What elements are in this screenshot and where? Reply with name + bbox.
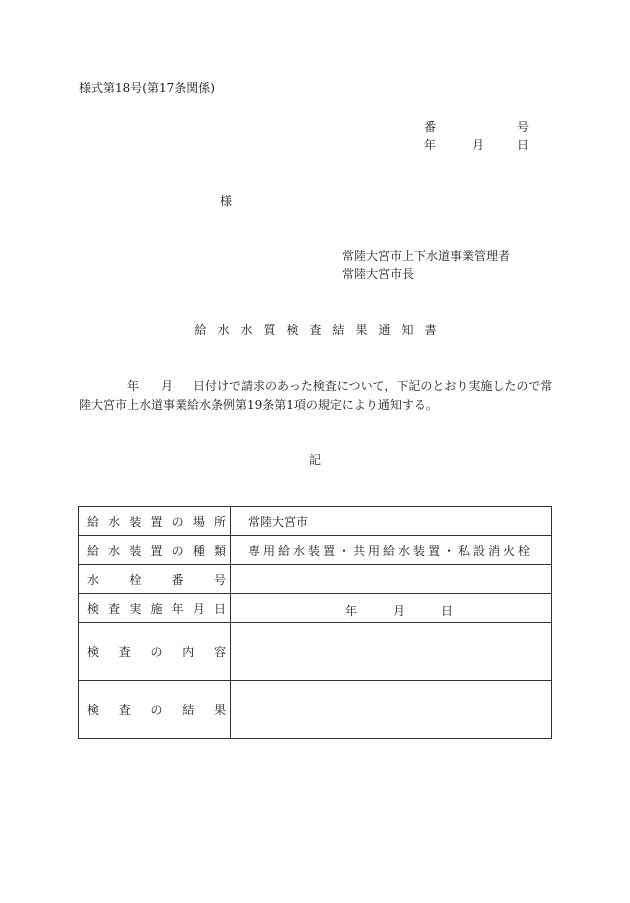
row-label-faucet-number: 水栓番号 [79, 565, 231, 594]
document-title: 給水水質検査結果通知書 [194, 323, 448, 337]
issuer-line-2: 常陸大宮市長 [342, 267, 415, 281]
issue-date-year: 年 [424, 138, 437, 152]
row-label-location: 給水装置の場所 [79, 507, 231, 536]
row-value-type: 専用給水装置・共用給水装置・私設消火栓 [231, 536, 552, 565]
table-row [79, 594, 552, 623]
table-row [79, 681, 552, 739]
document-number-label: 番 [424, 120, 437, 134]
notice-body-line-2: 陸大宮市上水道事業給水条例第19条第1項の規定により通知する。 [79, 398, 438, 412]
inspection-date-year: 年 [345, 604, 358, 618]
inspection-date-day: 日 [441, 604, 454, 618]
form-number: 様式第18号(第17条関係) [79, 81, 215, 95]
inspection-table [78, 506, 552, 739]
table-row [79, 507, 552, 536]
row-value-inspection-date [231, 594, 552, 623]
row-label-inspection-date: 検査実施年月日 [79, 594, 231, 623]
inspection-date-month: 月 [393, 604, 406, 618]
table-row [79, 536, 552, 565]
body-line-1-text: 日付けで請求のあった検査について，下記のとおり実施したので常 [193, 379, 553, 393]
addressee-honorific: 様 [220, 194, 233, 208]
body-year: 年 [127, 379, 140, 393]
row-label-inspection-content: 検査の内容 [79, 623, 231, 681]
ki-heading: 記 [308, 453, 321, 467]
table-row [79, 565, 552, 594]
row-value-location: 常陸大宮市 [231, 507, 552, 536]
row-value-faucet-number [231, 565, 552, 594]
row-label-type: 給水装置の種類 [79, 536, 231, 565]
notice-body-line-1 [79, 377, 553, 396]
table-row [79, 623, 552, 681]
issue-date-month: 月 [472, 138, 485, 152]
document-number-suffix: 号 [517, 120, 530, 134]
row-label-inspection-result: 検査の結果 [79, 681, 231, 739]
issue-date-day: 日 [517, 138, 530, 152]
row-value-inspection-result [231, 681, 552, 739]
issuer-line-1: 常陸大宮市上下水道事業管理者 [342, 249, 511, 263]
body-month: 月 [161, 379, 174, 393]
notice-body [79, 377, 553, 415]
row-value-inspection-content [231, 623, 552, 681]
